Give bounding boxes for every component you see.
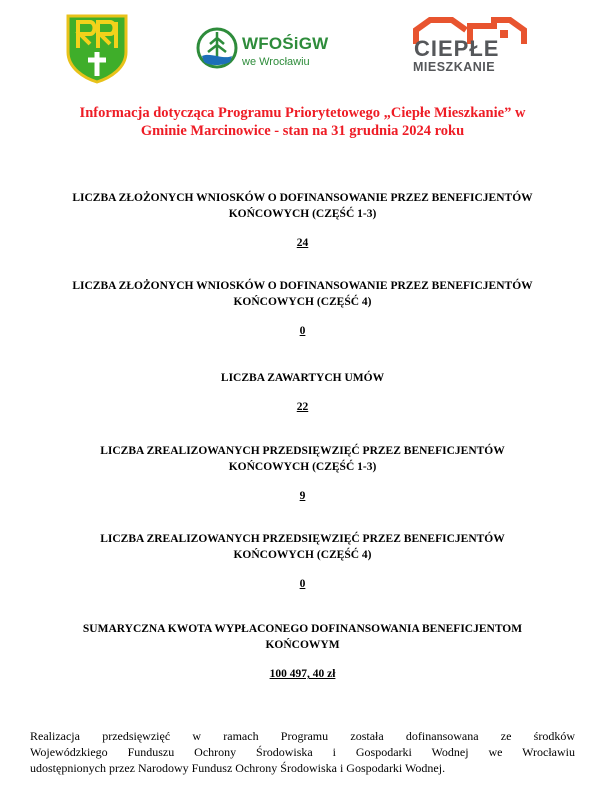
logo-header [0, 0, 605, 90]
funding-note-line-2: Wojewódzkiego Funduszu Ochrony Środowiska i Gospodarki Wodnej we Wrocławiu [30, 745, 575, 759]
title-line-1: Informacja dotycząca Programu Priorytetowego „Ciepłe Mieszkanie” w [79, 105, 526, 121]
section-contracts [30, 370, 575, 415]
section-label-line-1: LICZBA ZREALIZOWANYCH PRZEDSIĘWZIĘĆ PRZEZ BENEFICJENTÓW [100, 445, 505, 457]
coat-of-arms-logo [66, 14, 128, 84]
section-applications-4 [30, 278, 575, 339]
section-label-line-1: LICZBA ZAWARTYCH UMÓW [220, 372, 385, 384]
cieple-line2: MIESZKANIE [413, 60, 496, 74]
title-line-2: Gminie Marcinowice - stan na 31 grudnia 2024 roku [140, 123, 465, 139]
section-completed-4 [30, 531, 575, 592]
section-label [30, 621, 575, 653]
section-label-line-1: LICZBA ZŁOŻONYCH WNIOSKÓW O DOFINANSOWANIE PRZEZ BENEFICJENTÓW [72, 280, 533, 292]
section-label-line-2: KOŃCOWYM [265, 639, 340, 651]
section-value: 100 497, 40 zł [269, 668, 336, 680]
section-total-amount [30, 621, 575, 682]
section-label-line-2: KOŃCOWYCH (CZĘŚĆ 4) [233, 549, 372, 561]
section-label [30, 370, 575, 386]
wfosigw-emblem-icon [196, 26, 238, 70]
wfosigw-subtitle: we Wrocławiu [242, 56, 310, 68]
section-label [30, 443, 575, 475]
section-value: 9 [299, 490, 306, 502]
section-label-line-2: KOŃCOWYCH (CZĘŚĆ 4) [233, 296, 372, 308]
section-label [30, 190, 575, 222]
cieple-mieszkanie-logo [412, 16, 532, 78]
section-label-line-2: KOŃCOWYCH (CZĘŚĆ 1-3) [228, 461, 377, 473]
page-title [40, 104, 565, 140]
funding-note-line-3: udostępnionych przez Narodowy Fundusz Ochrony Środowiska i Gospodarki Wodnej. [30, 761, 446, 775]
section-label-line-1: LICZBA ZŁOŻONYCH WNIOSKÓW O DOFINANSOWANIE PRZEZ BENEFICJENTÓW [72, 192, 533, 204]
section-label-line-1: SUMARYCZNA KWOTA WYPŁACONEGO DOFINANSOWANIA BENEFICJENTOM [82, 623, 523, 635]
funding-note-line-1: Realizacja przedsięwzięć w ramach Programu została dofinansowana ze środków [30, 729, 575, 743]
wfosigw-logo [196, 26, 356, 78]
section-label [30, 531, 575, 563]
section-value: 24 [296, 237, 309, 249]
section-label [30, 278, 575, 310]
section-value: 0 [299, 325, 306, 337]
funding-note [30, 728, 575, 776]
section-value: 0 [299, 578, 306, 590]
cieple-line1: CIEPŁE [414, 36, 500, 61]
wfosigw-name: WFOŚiGW [242, 34, 329, 53]
section-label-line-2: KOŃCOWYCH (CZĘŚĆ 1-3) [228, 208, 377, 220]
section-label-line-1: LICZBA ZREALIZOWANYCH PRZEDSIĘWZIĘĆ PRZEZ BENEFICJENTÓW [100, 533, 505, 545]
section-value: 22 [296, 401, 309, 413]
section-completed-1-3 [30, 443, 575, 504]
section-applications-1-3 [30, 190, 575, 251]
